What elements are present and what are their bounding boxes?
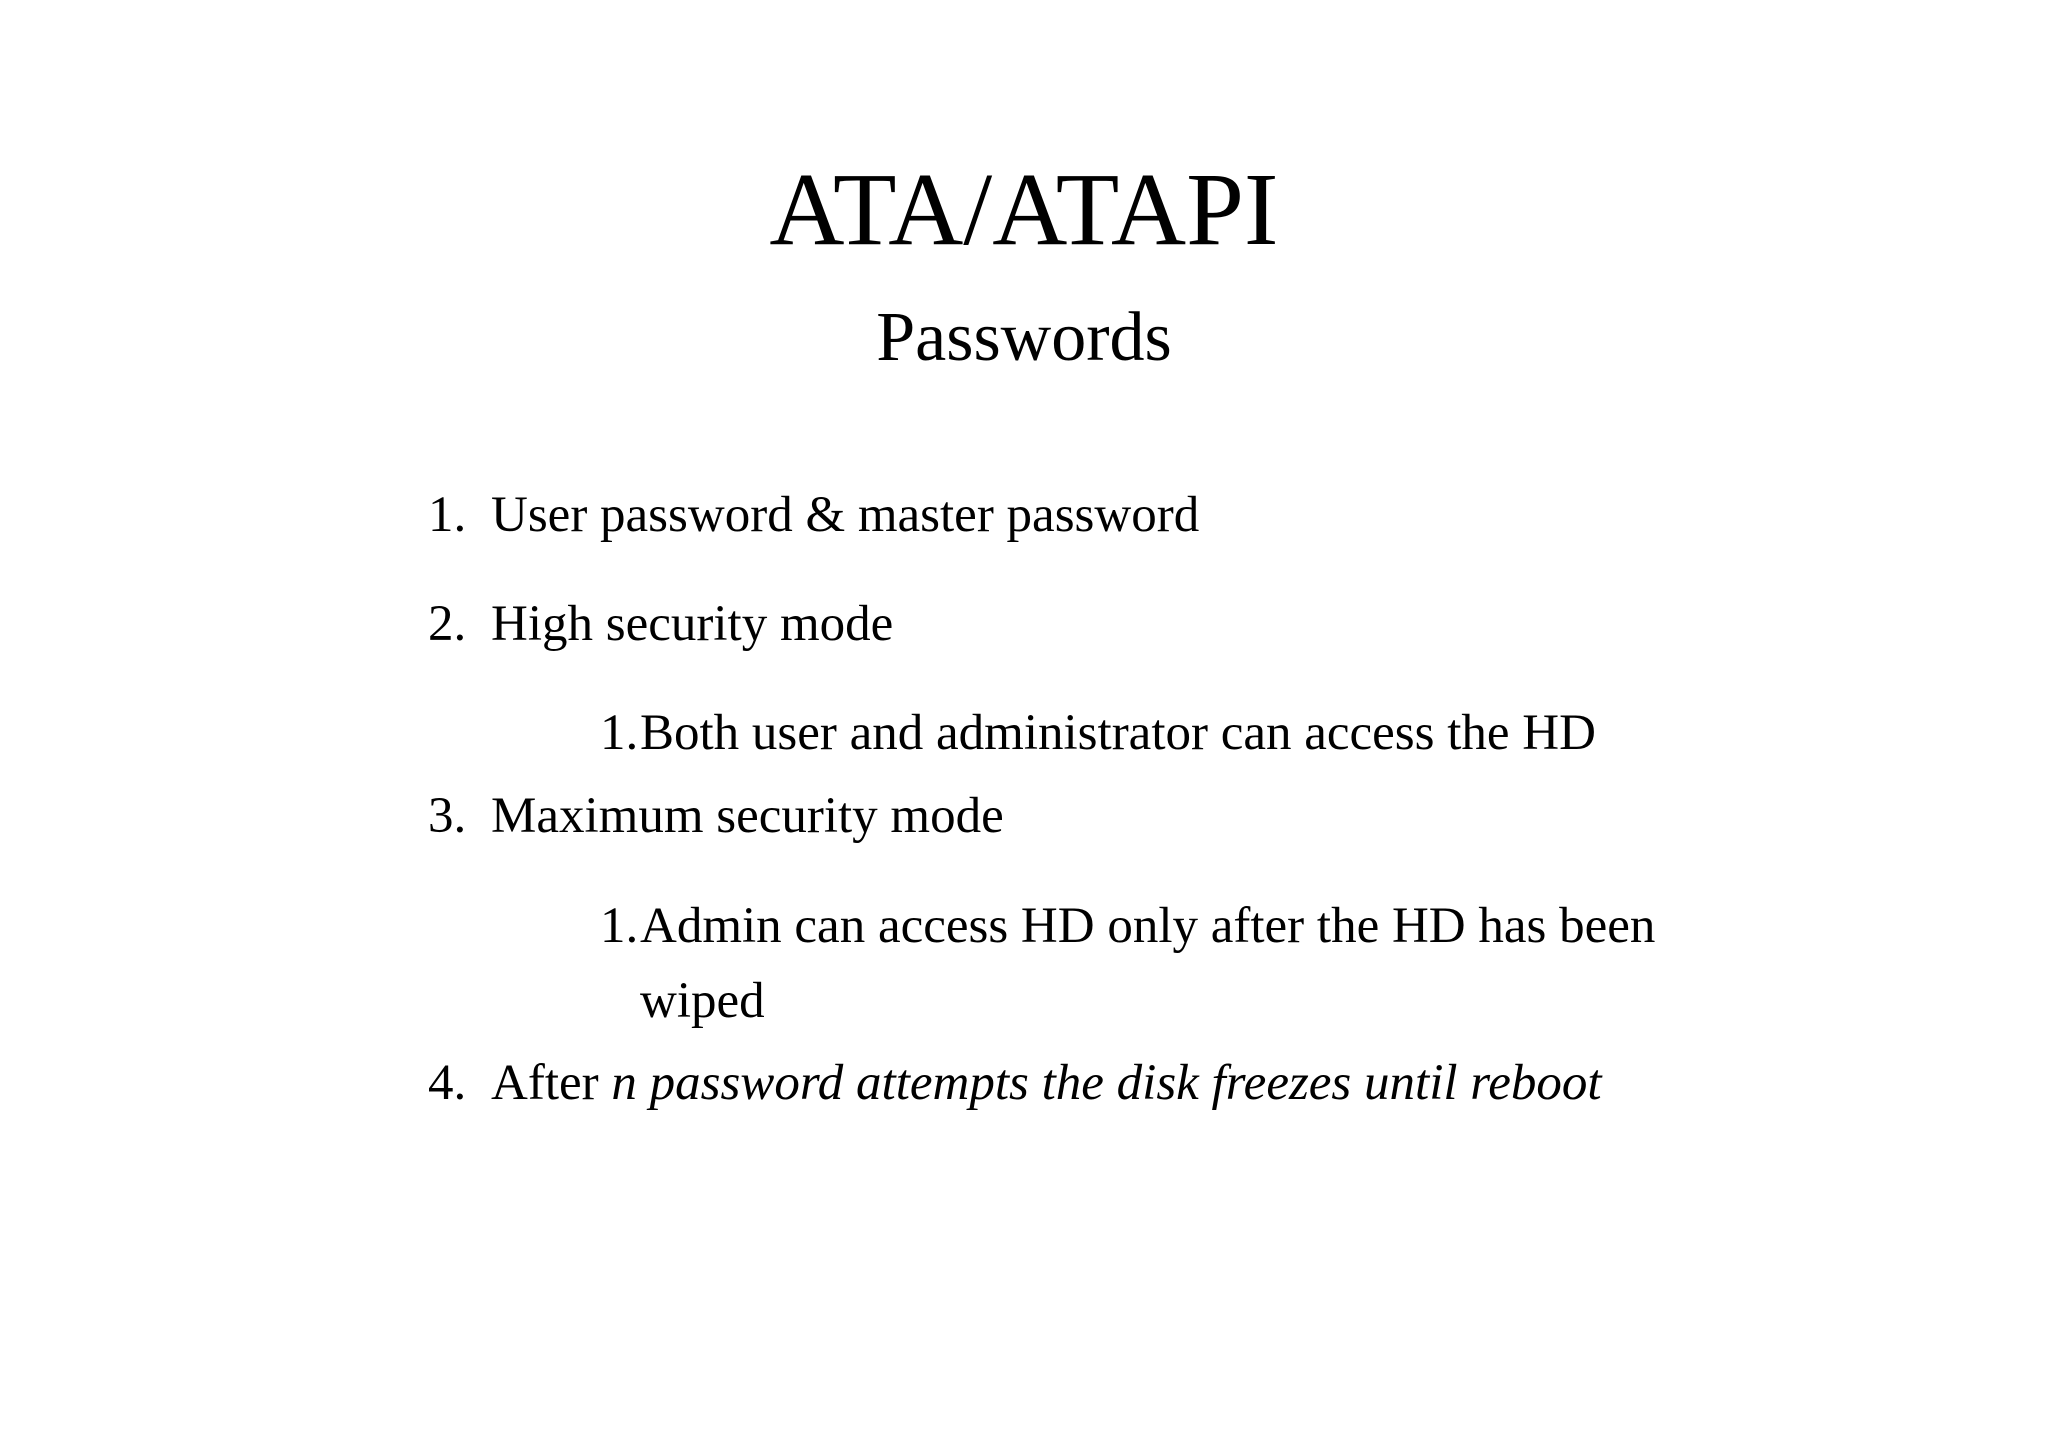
list-item-number: 4. (428, 1055, 467, 1111)
slide-subtitle: Passwords (876, 299, 1172, 376)
sub-list-item-number: 1. (600, 705, 639, 761)
list-item (428, 1053, 1928, 1113)
list-item-text (491, 1053, 1602, 1113)
list-item (428, 786, 1928, 846)
sub-list-item-number: 1. (600, 898, 639, 954)
list-item-number: 1. (428, 487, 467, 543)
list-item-text: Maximum security mode (491, 788, 1004, 844)
list-item-text-italic: n password attempts the disk freezes until reboot (611, 1055, 1602, 1111)
list-item-number: 2. (428, 596, 467, 652)
list-item-text-plain: After (491, 1055, 599, 1111)
list-item (428, 485, 1928, 545)
slide-title: ATA/ATAPI (769, 152, 1279, 267)
list-item (428, 594, 1928, 654)
sub-list-item-text: Admin can access HD only after the HD has been (640, 898, 1656, 954)
list-item-text: User password & master password (491, 487, 1200, 543)
sub-list-item-text-continued: wiped (640, 973, 765, 1029)
sub-list-item (600, 896, 2000, 1036)
list-item-number: 3. (428, 788, 467, 844)
sub-list-item-text: Both user and administrator can access the HD (640, 705, 1596, 761)
list-item-text: High security mode (491, 596, 894, 652)
